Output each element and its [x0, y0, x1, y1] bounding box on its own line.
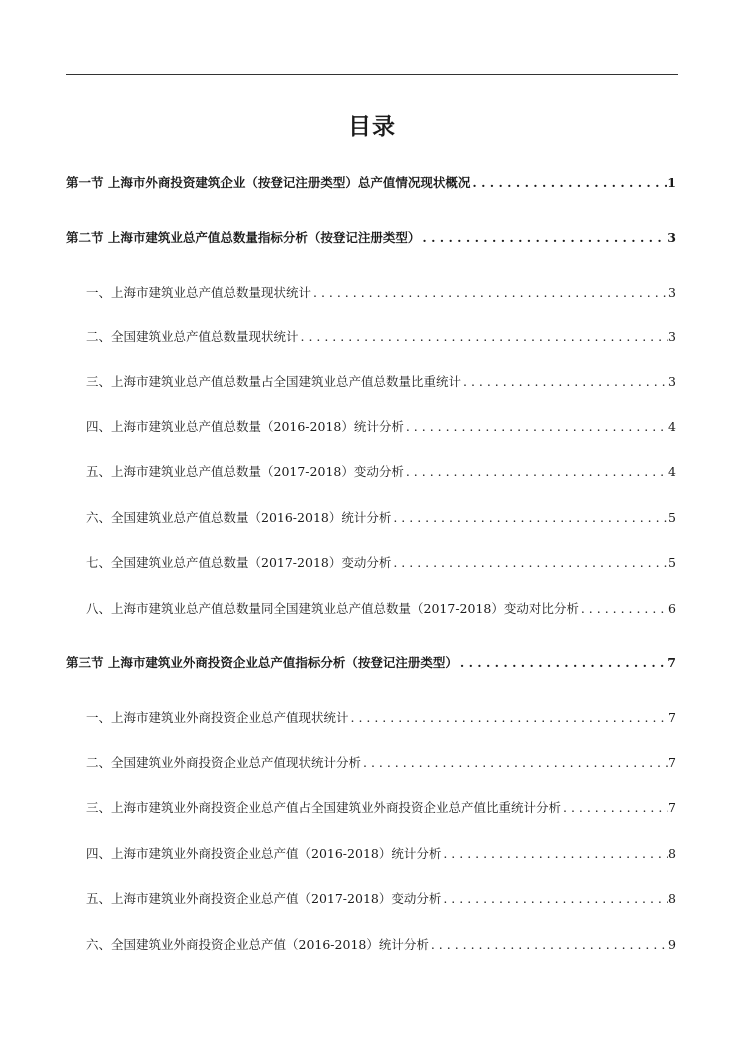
toc-page-number: 7 [668, 755, 676, 770]
toc-page-number: 9 [668, 937, 676, 952]
toc-leader-dots [391, 510, 668, 526]
toc-entry-text: 四、上海市建筑业总产值总数量（2016-2018）统计分析 [86, 419, 404, 434]
toc-entry-text: 一、上海市建筑业总产值总数量现状统计 [86, 285, 312, 300]
toc-entry-text: 五、上海市建筑业总产值总数量（2017-2018）变动分析 [86, 464, 404, 479]
toc-entry-text: 第一节 上海市外商投资建筑企业（按登记注册类型）总产值情况现状概况 [66, 175, 471, 190]
toc-page-number: 5 [668, 510, 676, 525]
toc-page-number: 7 [668, 710, 676, 725]
toc-entry-2-6[interactable] [86, 506, 676, 526]
toc-page-number: 7 [668, 800, 676, 815]
toc-leader-dots [404, 419, 668, 435]
toc-entry-3-6[interactable] [86, 933, 676, 953]
toc-entry-text: 六、全国建筑业外商投资企业总产值（2016-2018）统计分析 [86, 937, 429, 952]
toc-entry-text: 三、上海市建筑业外商投资企业总产值占全国建筑业外商投资企业总产值比重统计分析 [86, 800, 562, 815]
toc-entry-2-7[interactable] [86, 551, 676, 571]
toc-entry-section-1[interactable] [66, 171, 676, 191]
toc-leader-dots [458, 655, 667, 671]
toc-page-number: 7 [667, 655, 676, 670]
toc-entry-text: 第三节 上海市建筑业外商投资企业总产值指标分析（按登记注册类型） [66, 655, 458, 670]
toc-page-number: 5 [668, 555, 676, 570]
toc-entry-2-2[interactable] [86, 325, 676, 345]
toc-entry-3-3[interactable] [86, 796, 676, 816]
toc-entry-3-2[interactable] [86, 751, 676, 771]
toc-page-number: 8 [668, 891, 676, 906]
toc-leader-dots [311, 285, 668, 301]
toc-leader-dots [404, 464, 668, 480]
toc-leader-dots [461, 374, 668, 390]
toc-page-number: 3 [668, 329, 676, 344]
toc-entry-text: 七、全国建筑业总产值总数量（2017-2018）变动分析 [86, 555, 392, 570]
toc-entry-section-2[interactable] [66, 226, 676, 246]
toc-entry-text: 第二节 上海市建筑业总产值总数量指标分析（按登记注册类型） [66, 230, 421, 245]
toc-leader-dots [441, 846, 668, 862]
toc-entry-text: 二、全国建筑业外商投资企业总产值现状统计分析 [86, 755, 362, 770]
toc-leader-dots [561, 800, 668, 816]
toc-leader-dots [299, 329, 669, 345]
toc-entry-2-8[interactable] [86, 597, 676, 617]
toc-entry-text: 一、上海市建筑业外商投资企业总产值现状统计 [86, 710, 349, 725]
toc-page-number: 3 [668, 285, 676, 300]
toc-entry-text: 六、全国建筑业总产值总数量（2016-2018）统计分析 [86, 510, 392, 525]
toc-leader-dots [429, 937, 668, 953]
toc-page-number: 4 [668, 464, 676, 479]
header-rule [66, 74, 678, 75]
toc-entry-2-1[interactable] [86, 281, 676, 301]
toc-page-number: 3 [667, 230, 676, 245]
toc-entry-text: 四、上海市建筑业外商投资企业总产值（2016-2018）统计分析 [86, 846, 442, 861]
toc-leader-dots [349, 710, 669, 726]
toc-leader-dots [470, 175, 667, 191]
toc-entry-text: 八、上海市建筑业总产值总数量同全国建筑业总产值总数量（2017-2018）变动对比分析 [86, 601, 579, 616]
toc-page-number: 1 [667, 175, 676, 190]
toc-entry-section-3[interactable] [66, 651, 676, 671]
toc-title: 目录 [348, 114, 396, 140]
toc-entry-2-5[interactable] [86, 460, 676, 480]
toc-leader-dots [579, 601, 668, 617]
toc-entry-3-4[interactable] [86, 842, 676, 862]
toc-page-number: 3 [668, 374, 676, 389]
toc-entry-3-5[interactable] [86, 887, 676, 907]
toc-leader-dots [441, 891, 668, 907]
toc-leader-dots [420, 230, 667, 246]
toc-entry-3-1[interactable] [86, 706, 676, 726]
toc-page-number: 4 [668, 419, 676, 434]
toc-leader-dots [361, 755, 668, 771]
toc-page-number: 6 [668, 601, 676, 616]
toc-page-number: 8 [668, 846, 676, 861]
toc-entry-text: 五、上海市建筑业外商投资企业总产值（2017-2018）变动分析 [86, 891, 442, 906]
toc-entry-2-3[interactable] [86, 370, 676, 390]
toc-entry-2-4[interactable] [86, 415, 676, 435]
toc-entry-text: 二、全国建筑业总产值总数量现状统计 [86, 329, 299, 344]
toc-entry-text: 三、上海市建筑业总产值总数量占全国建筑业总产值总数量比重统计 [86, 374, 462, 389]
toc-leader-dots [391, 555, 668, 571]
